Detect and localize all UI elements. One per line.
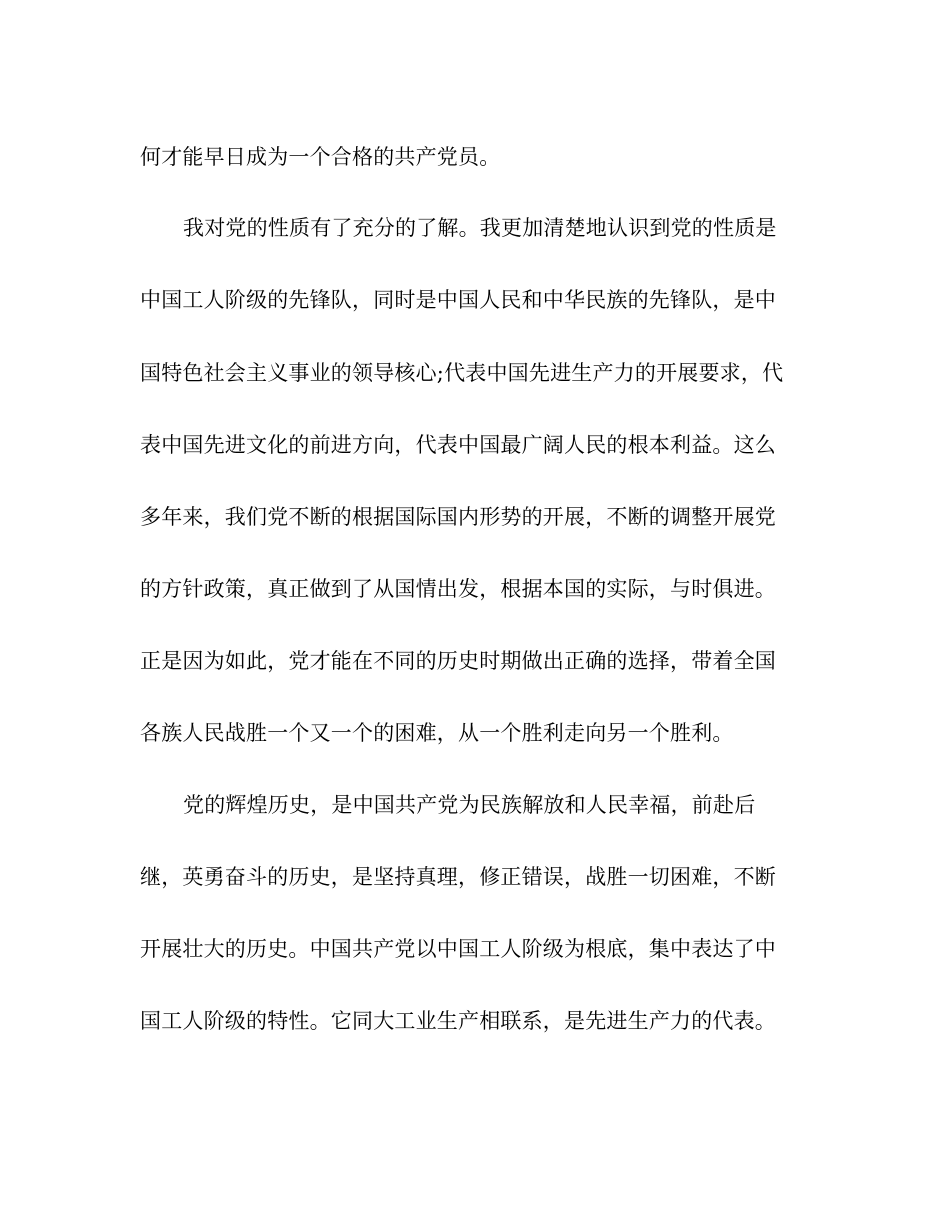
text-line: 国工人阶级的特性。它同大工业生产相联系，是先进生产力的代表。	[140, 1009, 776, 1033]
text-line: 正是因为如此，党才能在不同的历史时期做出正确的选择，带着全国	[140, 649, 776, 673]
text-line: 继，英勇奋斗的历史，是坚持真理，修正错误，战胜一切困难，不断	[140, 865, 776, 889]
paragraph-start-line: 我对党的性质有了充分的了解。我更加清楚地认识到党的性质是	[183, 216, 777, 240]
text-line: 各族人民战胜一个又一个的困难，从一个胜利走向另一个胜利。	[140, 721, 734, 745]
text-line: 中国工人阶级的先锋队，同时是中国人民和中华民族的先锋队，是中	[140, 288, 776, 312]
paragraph-start-line: 党的辉煌历史，是中国共产党为民族解放和人民幸福，前赴后	[183, 793, 756, 817]
text-line: 的方针政策，真正做到了从国情出发，根据本国的实际，与时俱进。	[140, 577, 776, 601]
text-line: 开展壮大的历史。中国共产党以中国工人阶级为根底，集中表达了中	[140, 937, 776, 961]
text-line: 表中国先进文化的前进方向，代表中国最广阔人民的根本利益。这么	[140, 433, 776, 457]
text-line: 何才能早日成为一个合格的共产党员。	[140, 145, 501, 169]
text-line: 多年来，我们党不断的根据国际国内形势的开展，不断的调整开展党	[140, 505, 776, 529]
text-line: 国特色社会主义事业的领导核心;代表中国先进生产力的开展要求，代	[140, 361, 784, 385]
